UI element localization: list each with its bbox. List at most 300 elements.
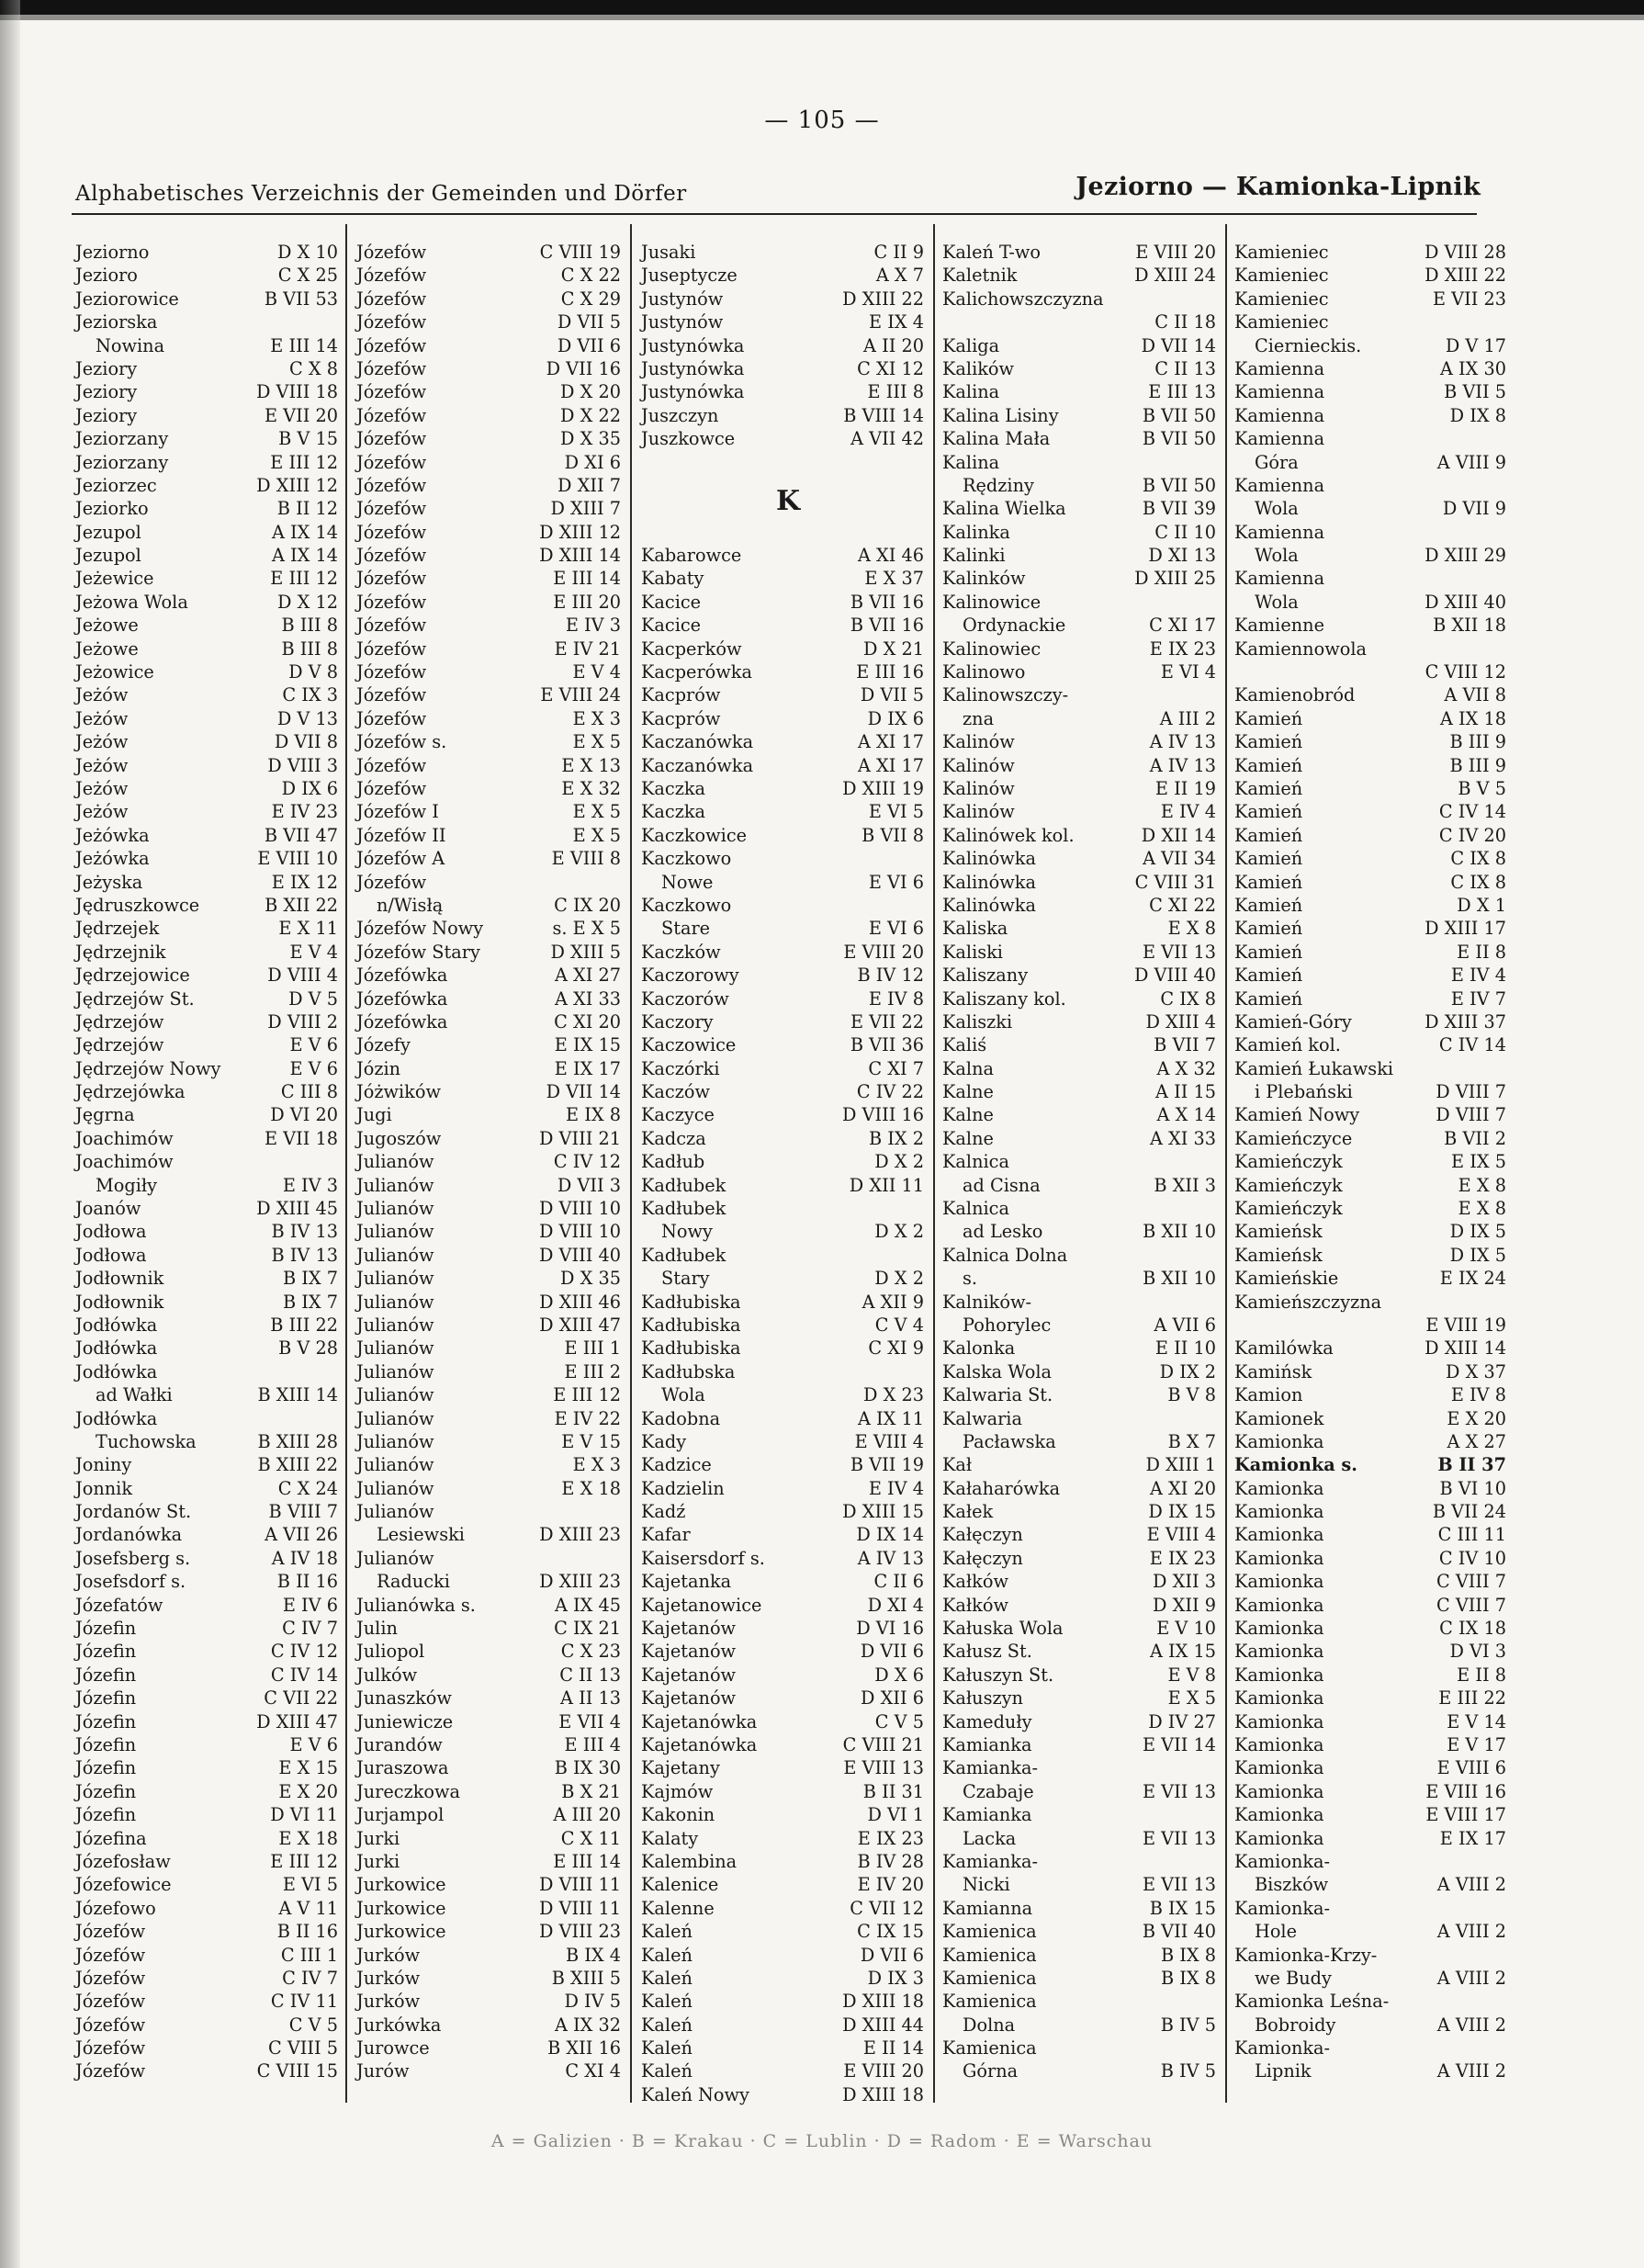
place-name: Kamień	[1234, 918, 1303, 940]
place-name: Józefów	[75, 2060, 146, 2082]
index-entry	[355, 2059, 623, 2082]
place-name: Kacice	[641, 615, 702, 637]
index-entry	[940, 1944, 1218, 1967]
index-entry	[639, 380, 926, 403]
grid-code	[338, 1360, 340, 1383]
grid-code: E IX 15	[554, 1034, 621, 1056]
grid-code: D XIII 40	[1424, 591, 1506, 613]
index-entry	[639, 1756, 926, 1779]
index-entry	[355, 591, 623, 614]
place-name: Kajmów	[641, 1780, 714, 1802]
grid-code: D XIII 23	[539, 1571, 621, 1593]
index-entry	[355, 451, 623, 474]
grid-code: E III 12	[270, 451, 338, 473]
index-entry	[639, 357, 926, 380]
place-name: Kaczkowice	[641, 824, 748, 846]
place-name: Kalinów	[942, 777, 1015, 799]
place-name: Stare	[661, 918, 711, 940]
place-name: Kaczyce	[641, 1104, 715, 1126]
index-entry	[355, 638, 623, 660]
place-name: Hole	[1255, 1921, 1298, 1943]
index-entry	[639, 1897, 926, 1920]
place-name: Kadłubiska	[641, 1337, 741, 1360]
index-entry	[73, 380, 340, 403]
grid-code: D XIII 7	[550, 498, 621, 520]
place-name: Józefów	[356, 615, 427, 637]
place-name: Kamień	[1234, 824, 1303, 846]
index-entry	[639, 1337, 926, 1360]
grid-code: D IX 5	[1449, 1221, 1506, 1243]
index-entry	[940, 1477, 1218, 1500]
place-name: Kalnica Dolna	[942, 1244, 1068, 1266]
index-entry	[73, 241, 340, 264]
grid-code: D XIII 47	[539, 1314, 621, 1336]
index-entry	[355, 1640, 623, 1663]
place-name: Kamieniec	[1234, 311, 1329, 333]
grid-code: E X 11	[278, 918, 338, 940]
grid-code: D XIII 44	[842, 2014, 924, 2036]
grid-code: E IV 21	[554, 638, 621, 660]
place-name: Kadcza	[641, 1127, 706, 1149]
index-entry	[639, 1407, 926, 1430]
grid-code: D XIII 18	[842, 1991, 924, 2013]
index-entry	[1233, 871, 1508, 894]
index-entry	[355, 474, 623, 497]
place-name: Jeziorska	[75, 311, 158, 333]
place-name: Józefów	[356, 404, 427, 426]
index-entry	[639, 754, 926, 777]
grid-code	[924, 1360, 926, 1383]
index-entry	[355, 1687, 623, 1709]
index-entry	[355, 567, 623, 590]
index-entry	[639, 964, 926, 987]
grid-code: E III 2	[564, 1360, 621, 1382]
place-name: Kadzice	[641, 1454, 712, 1476]
place-name: Józefów	[356, 381, 427, 403]
place-name: Kaliski	[942, 941, 1003, 963]
grid-code	[1216, 1803, 1218, 1826]
index-entry	[355, 894, 623, 917]
grid-code: D IX 6	[867, 707, 924, 729]
index-entry	[355, 1920, 623, 1943]
grid-code	[1216, 591, 1218, 614]
index-entry	[73, 1664, 340, 1687]
place-name: Julianów	[356, 1407, 434, 1429]
grid-code	[1506, 1291, 1508, 1314]
index-entry	[1233, 1057, 1508, 1080]
place-name: Joachimów	[75, 1151, 174, 1173]
grid-code: E IV 22	[554, 1407, 621, 1429]
index-entry	[355, 1080, 623, 1103]
grid-code: C X 11	[560, 1827, 621, 1849]
grid-code: B VII 47	[264, 824, 338, 846]
index-entry	[73, 1523, 340, 1546]
index-entry	[73, 288, 340, 310]
index-entry	[355, 1150, 623, 1173]
index-entry	[355, 1570, 623, 1593]
grid-code: C V 5	[874, 1710, 924, 1732]
index-entry	[355, 310, 623, 333]
index-entry	[355, 1220, 623, 1243]
place-name: Nowy	[661, 1221, 713, 1243]
grid-code: E X 8	[1167, 918, 1216, 940]
grid-code: C IV 14	[1438, 1034, 1506, 1056]
place-name: Jordanówka	[75, 1524, 183, 1546]
grid-code: B V 8	[1167, 1384, 1216, 1406]
grid-code: D VI 1	[867, 1804, 924, 1826]
place-name: Jurków	[356, 1991, 421, 2013]
index-entry	[940, 1360, 1218, 1383]
place-name: Jurków	[356, 1944, 421, 1966]
grid-code: B VII 5	[1444, 381, 1506, 403]
index-entry	[73, 1314, 340, 1337]
grid-code: E V 15	[561, 1430, 621, 1452]
index-entry	[73, 497, 340, 520]
grid-code: E X 8	[1458, 1174, 1506, 1196]
index-entry	[73, 1594, 340, 1617]
place-name: Kajetany	[641, 1757, 720, 1779]
grid-code: B VII 2	[1444, 1127, 1506, 1149]
grid-code: D XIII 29	[1424, 545, 1506, 567]
place-name: Kamionek	[1234, 1407, 1324, 1429]
place-name: Julianów	[356, 1547, 434, 1569]
grid-code: B VII 16	[850, 591, 924, 613]
place-name: Kałuska Wola	[942, 1618, 1064, 1640]
grid-code: C V 4	[874, 1314, 924, 1336]
place-name: Jędrzejówka	[75, 1081, 186, 1103]
grid-code: E X 18	[561, 1477, 621, 1499]
place-name: Kaczkowo	[641, 848, 732, 870]
place-name: Józefów Stary	[356, 941, 480, 963]
index-entry	[639, 567, 926, 590]
grid-code: D XII 3	[1153, 1571, 1216, 1593]
place-name: Kałaharówka	[942, 1477, 1061, 1499]
grid-code	[1506, 1850, 1508, 1873]
index-entry	[639, 1570, 926, 1593]
place-name: Rędziny	[963, 474, 1034, 496]
place-name: Kałuszyn St.	[942, 1664, 1054, 1686]
grid-code: D X 35	[560, 428, 621, 450]
place-name: Jeziorno	[75, 242, 150, 263]
place-name: Kacperków	[641, 638, 742, 660]
index-entry	[355, 1967, 623, 1990]
index-entry	[73, 1033, 340, 1056]
index-entry	[639, 1617, 926, 1640]
place-name: Kałuszyn	[942, 1687, 1023, 1709]
index-entry	[639, 1244, 926, 1267]
grid-code	[1506, 567, 1508, 590]
grid-code: E III 12	[270, 568, 338, 590]
place-name: Józefin	[75, 1710, 137, 1732]
index-entry	[355, 1780, 623, 1803]
index-entry	[1233, 730, 1508, 753]
grid-code: B III 8	[281, 638, 338, 660]
grid-code: E V 4	[572, 661, 621, 683]
grid-code	[338, 1150, 340, 1173]
grid-code: E VIII 20	[843, 2060, 924, 2082]
index-entry	[1233, 1570, 1508, 1593]
grid-code: A XI 33	[1149, 1127, 1216, 1149]
grid-code: B IX 7	[282, 1268, 338, 1290]
place-name: Pacławska	[963, 1430, 1056, 1452]
index-entry	[940, 1640, 1218, 1663]
index-entry	[73, 1617, 340, 1640]
index-entry	[639, 521, 926, 544]
place-name: Jeżowa Wola	[75, 591, 188, 613]
index-entry	[1233, 1337, 1508, 1360]
index-entry	[940, 1827, 1218, 1850]
place-name: Kałęczyn	[942, 1547, 1023, 1569]
place-name: Kamianka	[942, 1734, 1032, 1755]
index-entry	[940, 1664, 1218, 1687]
grid-code: A VIII 2	[1436, 2060, 1506, 2082]
place-name	[1233, 1314, 1234, 1337]
place-name: s.	[963, 1268, 978, 1290]
grid-code: A XI 20	[1149, 1477, 1216, 1499]
grid-code: C VIII 19	[539, 242, 621, 263]
index-entry	[73, 1407, 340, 1430]
place-name: Kaczowice	[641, 1034, 737, 1056]
place-name: Kaliszany	[942, 965, 1029, 987]
index-entry	[73, 1570, 340, 1593]
index-entry	[639, 1780, 926, 1803]
index-entry	[1233, 1664, 1508, 1687]
grid-code: C VIII 21	[842, 1734, 924, 1755]
grid-code: B VII 8	[861, 824, 924, 846]
index-entry	[1233, 987, 1508, 1010]
grid-code: D X 35	[560, 1268, 621, 1290]
grid-code: C IX 8	[1450, 848, 1506, 870]
grid-code: E III 14	[553, 1850, 621, 1872]
index-entry	[73, 1827, 340, 1850]
index-entry	[940, 1920, 1218, 1943]
place-name: Jędrzejów St.	[75, 987, 195, 1010]
grid-code: B XII 22	[265, 894, 338, 916]
place-name: Wola	[1255, 591, 1299, 613]
grid-code: E VIII 20	[1135, 242, 1216, 263]
grid-code: E IV 8	[1450, 1384, 1506, 1406]
place-name: Józefina	[75, 1827, 147, 1849]
place-name: Juszkowce	[641, 428, 736, 450]
index-entry	[639, 1967, 926, 1990]
place-name: Józefów	[356, 707, 427, 729]
place-name: Juraszowa	[356, 1757, 449, 1779]
index-entry	[1233, 1150, 1508, 1173]
place-name: Justynówka	[641, 357, 745, 379]
grid-code: E VI 5	[282, 1874, 338, 1896]
index-entry	[73, 1687, 340, 1709]
grid-code: D XIII 14	[539, 545, 621, 567]
grid-code: E IV 8	[868, 987, 924, 1010]
grid-code: C IV 11	[270, 1991, 338, 2013]
place-name: Kalników-	[942, 1291, 1031, 1313]
grid-code: D X 21	[863, 638, 924, 660]
index-entry	[355, 380, 623, 403]
index-entry	[355, 660, 623, 683]
index-entry	[940, 1010, 1218, 1033]
place-name: Kalinów	[942, 801, 1015, 823]
grid-code: A III 2	[1159, 707, 1216, 729]
grid-code: D X 12	[277, 591, 338, 613]
grid-code: D XIII 23	[539, 1524, 621, 1546]
place-name: Jeżów	[75, 707, 129, 729]
place-name: Kady	[641, 1430, 687, 1452]
place-name: Kamianna	[942, 1897, 1033, 1919]
index-entry	[639, 1430, 926, 1453]
index-entry	[1233, 847, 1508, 870]
place-name: Kaletnik	[942, 265, 1018, 287]
grid-code: E III 12	[553, 1384, 621, 1406]
index-entry	[73, 591, 340, 614]
grid-code: A X 14	[1156, 1104, 1216, 1126]
grid-code	[1506, 474, 1508, 497]
index-entry	[1233, 334, 1508, 357]
index-entry	[355, 824, 623, 847]
grid-code: D VII 5	[860, 684, 924, 706]
index-entry	[639, 1057, 926, 1080]
index-entry	[73, 1897, 340, 1920]
grid-code: E X 20	[278, 1780, 338, 1802]
place-name: Józefówka	[356, 1010, 448, 1032]
index-entry	[1233, 474, 1508, 497]
index-entry	[355, 1337, 623, 1360]
place-name: Kałęczyn	[942, 1524, 1023, 1546]
place-name: Józefin	[75, 1687, 137, 1709]
index-entry	[940, 730, 1218, 753]
index-entry	[940, 1780, 1218, 1803]
grid-code: D VIII 3	[267, 754, 338, 776]
index-column-3	[639, 241, 926, 2106]
place-name: Józefów	[356, 684, 427, 706]
grid-code	[924, 894, 926, 917]
place-name: Kalne	[942, 1127, 994, 1149]
index-entry	[1233, 404, 1508, 427]
index-entry	[355, 1477, 623, 1500]
index-entry	[1233, 917, 1508, 940]
index-entry	[73, 800, 340, 823]
index-entry	[1233, 1523, 1508, 1546]
place-name: Jodłownik	[75, 1291, 164, 1313]
place-name: Julianów	[356, 1477, 434, 1499]
index-entry	[940, 987, 1218, 1010]
place-name: Józefatów	[75, 1594, 163, 1616]
grid-code: E VIII 4	[1146, 1524, 1216, 1546]
grid-code: A XI 17	[857, 731, 924, 753]
grid-code: B III 22	[270, 1314, 338, 1336]
place-name: Kaleń	[641, 2037, 693, 2059]
grid-code: D VIII 10	[538, 1221, 621, 1243]
index-entry	[355, 1523, 623, 1546]
grid-code: B V 28	[278, 1337, 338, 1360]
grid-code: E VIII 19	[1425, 1314, 1506, 1336]
index-entry	[355, 334, 623, 357]
grid-code: B X 7	[1167, 1430, 1216, 1452]
index-entry	[639, 1033, 926, 1056]
place-name: Kalnica	[942, 1151, 1009, 1173]
place-name: Józefów s.	[356, 731, 447, 753]
place-name	[639, 451, 641, 474]
grid-code: E VIII 4	[854, 1430, 924, 1452]
place-name: Józefin	[75, 1734, 137, 1755]
index-entry	[940, 871, 1218, 894]
grid-code: E X 5	[572, 801, 621, 823]
index-entry	[1233, 1314, 1508, 1337]
grid-code	[924, 521, 926, 544]
grid-code: D VIII 18	[255, 381, 338, 403]
grid-code: D X 2	[874, 1151, 924, 1173]
index-entry	[1233, 1873, 1508, 1896]
index-entry	[73, 1244, 340, 1267]
grid-code: C IX 18	[1439, 1618, 1506, 1640]
index-entry	[355, 1197, 623, 1220]
place-name: Jodłówka	[75, 1314, 158, 1336]
place-name: Kabarowce	[641, 545, 742, 567]
grid-code: E IX 17	[554, 1057, 621, 1079]
index-entry	[355, 871, 623, 894]
grid-code: E IV 3	[565, 615, 621, 637]
grid-code	[1506, 427, 1508, 450]
place-name: Kamionka	[1234, 1501, 1324, 1523]
index-entry	[1233, 497, 1508, 520]
grid-code: D XIII 1	[1145, 1454, 1216, 1476]
place-name: Julianówka s.	[356, 1594, 476, 1616]
index-entry	[1233, 567, 1508, 590]
index-entry	[1233, 1360, 1508, 1383]
grid-code	[1216, 1291, 1218, 1314]
grid-code: E VIII 8	[551, 848, 621, 870]
place-name: Jeziorko	[75, 498, 149, 520]
place-name: Kaczorów	[641, 987, 729, 1010]
index-entry	[940, 638, 1218, 660]
place-name: Kamienica	[942, 1991, 1037, 2013]
grid-code: A VIII 2	[1436, 2014, 1506, 2036]
place-name: Józefów Nowy	[356, 918, 484, 940]
grid-code: D X 2	[874, 1221, 924, 1243]
place-name: Kamionka	[1234, 1618, 1324, 1640]
grid-code: E IV 23	[271, 801, 338, 823]
grid-code: D XII 14	[1141, 824, 1216, 846]
place-name: Kałek	[942, 1501, 994, 1523]
index-entry	[940, 894, 1218, 917]
index-entry	[639, 288, 926, 310]
place-name: ad Lesko	[963, 1221, 1043, 1243]
grid-code: C IX 20	[554, 894, 621, 916]
place-name: Józefin	[75, 1618, 137, 1640]
grid-code: C IV 7	[282, 1618, 338, 1640]
index-entry	[639, 404, 926, 427]
place-name: Kamienobród	[1234, 684, 1356, 706]
place-name: Kaleń Nowy	[641, 2083, 749, 2105]
place-name: Kamień Nowy	[1234, 1104, 1360, 1126]
place-name: Kałków	[942, 1594, 1008, 1616]
place-name: Kafar	[641, 1524, 691, 1546]
place-name: Kalinów	[942, 731, 1015, 753]
place-name: Justynów	[641, 288, 724, 310]
place-name: Kaczka	[641, 777, 706, 799]
grid-code: C X 25	[277, 265, 338, 287]
grid-code	[1506, 310, 1508, 333]
place-name: Kalenne	[641, 1897, 715, 1919]
index-entry	[1233, 614, 1508, 637]
place-name: Mogiły	[96, 1174, 158, 1196]
index-entry	[1233, 544, 1508, 567]
place-name: Jeziory	[75, 357, 138, 379]
place-name: Kamieńczyk	[1234, 1198, 1343, 1220]
grid-code: E VIII 13	[843, 1757, 924, 1779]
grid-code: D VI 16	[856, 1618, 924, 1640]
index-entry	[355, 1850, 623, 1873]
index-entry	[940, 1057, 1218, 1080]
